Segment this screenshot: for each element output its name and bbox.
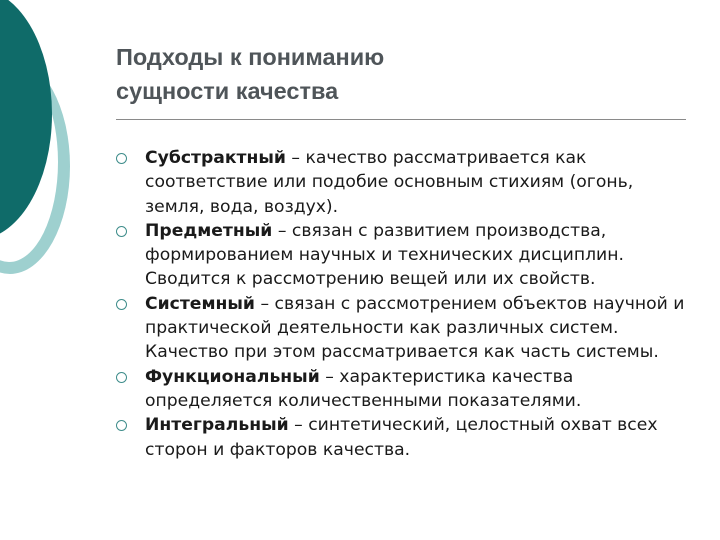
title-divider (116, 119, 686, 120)
slide-title (116, 40, 696, 108)
hollow-circle-icon (116, 153, 127, 164)
slide-title-line-2: сущности качества (116, 78, 339, 104)
bullet-text: – синтетический, целостный охват всех сторон и факторов качества. (145, 415, 658, 460)
bullet-item-system (116, 292, 691, 365)
bullet-item-integral (116, 413, 691, 462)
bullet-list (116, 146, 691, 462)
hollow-circle-icon (116, 420, 127, 431)
bullet-text: – связан с рассмотрением объектов научной и практической деятельности как различных систем. Качество при этом рассматривается как часть системы. (145, 293, 685, 363)
bullet-text: – характеристика качества определяется количественными показателями. (145, 366, 582, 411)
slide-title-line-1: Подходы к пониманию (116, 44, 385, 70)
bullet-text: – связан с развитием производства, формированием научных и технических дисциплин. Сводится к рассмотрению вещей или их свойств. (145, 220, 624, 290)
bullet-term: Предметный (145, 220, 273, 241)
bullet-term: Функциональный (145, 366, 320, 387)
bullet-text: – качество рассматривается как соответствие или подобие основным стихиям (огонь, земля, вода, воздух). (145, 148, 634, 217)
bullet-item-functional (116, 365, 691, 414)
bullet-term: Интегральный (145, 415, 289, 436)
bullet-term: Субстрактный (145, 148, 286, 168)
bullet-term: Системный (145, 293, 255, 314)
bullet-item-subject (116, 219, 691, 292)
hollow-circle-icon (116, 299, 127, 310)
hollow-circle-icon (116, 226, 127, 237)
hollow-circle-icon (116, 372, 127, 383)
bullet-item-substract (116, 146, 691, 219)
